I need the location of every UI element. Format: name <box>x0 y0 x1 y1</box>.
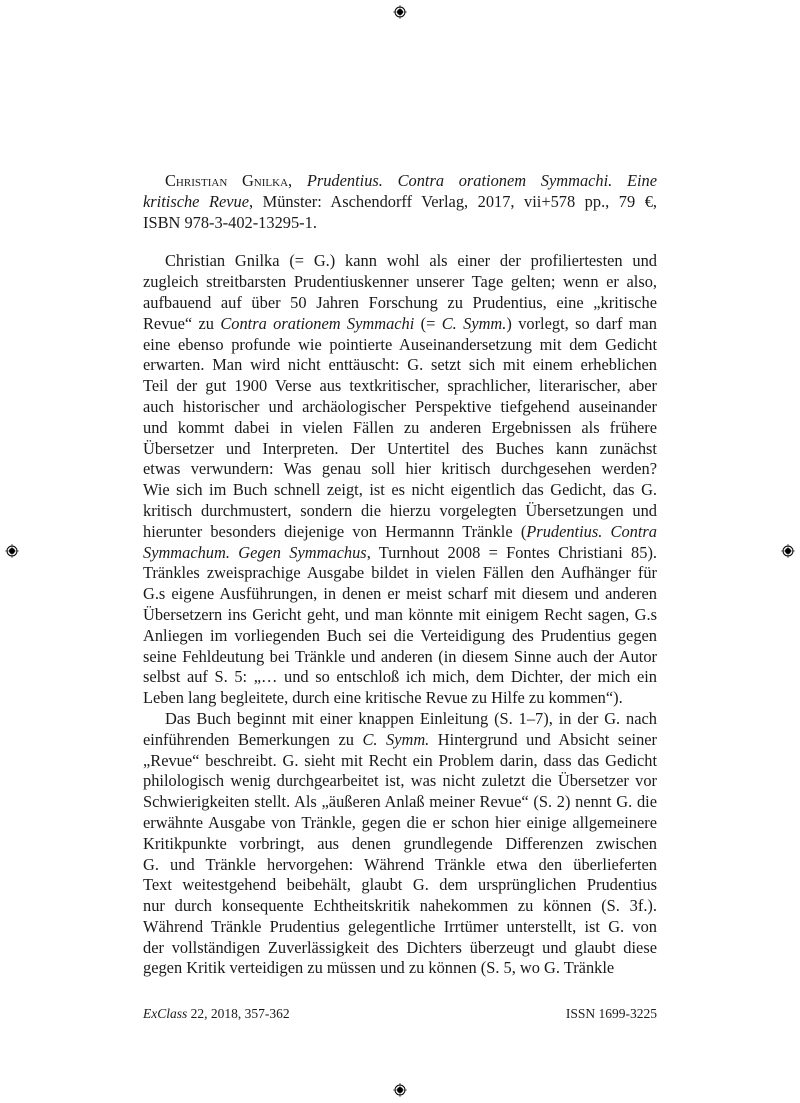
text-line <box>143 563 657 584</box>
text-line <box>143 792 657 813</box>
text-span: Schwierigkeiten stellt. Als „äußeren Anlaß meiner Revue“ (S. 2) nennt G. die <box>143 792 657 812</box>
text-line <box>143 834 657 855</box>
italic-text: kritische Revue <box>143 191 249 211</box>
text-span: Während Tränkle Prudentius gelegentliche Irrtümer unterstellt, ist G. von <box>143 916 657 936</box>
text-span: G. und Tränkle hervorgehen: Während Tränkle etwa den überlieferten <box>143 854 657 874</box>
text-span: Revue“ zu <box>143 313 221 333</box>
text-span: Übersetzern ins Gericht geht, und man könnte mit einigem Recht sagen, G.s <box>143 604 657 624</box>
text-line <box>143 376 657 397</box>
text-span: Wie sich im Buch schnell zeigt, ist es nicht eigentlich das Gedicht, das G. <box>143 480 657 500</box>
author-name: Christian Gnilka <box>165 171 289 190</box>
text-line <box>143 480 657 501</box>
text-line <box>143 896 657 917</box>
text-span: Tränkles zweisprachige Ausgabe bildet in vielen Fällen den Aufhänger für <box>143 563 657 583</box>
text-span: , Turnhout 2008 = Fontes Christiani 85). <box>366 542 657 562</box>
text-line <box>143 213 657 234</box>
text-line <box>143 522 657 543</box>
text-line <box>143 667 657 688</box>
paragraph-1 <box>143 251 657 709</box>
text-span: Text weitestgehend beibehält, glaubt G. dem ursprünglichen Prudentius <box>143 875 657 895</box>
text-span: gegen Kritik verteidigen zu müssen und zu können (S. 5, wo G. Tränkle <box>143 958 615 978</box>
text-line <box>143 626 657 647</box>
italic-text: Prudentius. Contra orationem Symmachi. Eine <box>306 171 658 190</box>
text-line <box>143 501 657 522</box>
text-line <box>143 293 657 314</box>
text-span: G.s eigene Ausführungen, in denen er meist scharf mit diesem und anderen <box>143 584 657 604</box>
text-span: kritisch durchmustert, sondern die hierzu vorgelegten Übersetzungen und <box>143 500 657 520</box>
text-span: ) vorlegt, so darf man <box>506 313 657 333</box>
text-span: erwarten. Man wird nicht enttäuscht: G. setzt sich mit einem erheblichen <box>143 355 657 375</box>
text-line <box>143 171 657 192</box>
text-line <box>143 751 657 772</box>
text-line <box>143 543 657 564</box>
text-line <box>143 418 657 439</box>
page-footer <box>143 1006 657 1022</box>
text-span: Leben lang begleitete, durch eine kritische Revue zu Hilfe zu kommen“). <box>143 688 623 708</box>
text-line <box>143 771 657 792</box>
text-span: etwas verwundern: Was genau soll hier kritisch durchgesehen werden? <box>143 459 657 479</box>
text-line <box>143 730 657 751</box>
text-line <box>143 688 657 709</box>
text-line <box>143 917 657 938</box>
italic-text: C. Symm. <box>362 729 430 749</box>
text-line <box>143 397 657 418</box>
text-span: selbst auf S. 5: „… und so entschloß ich mich, dem Dichter, der mich ein <box>143 667 657 687</box>
text-span: auch historischer und archäologischer Perspektive tiefgehend auseinander <box>143 396 657 416</box>
text-span: Anliegen im vorliegenden Buch sei die Verteidigung des Prudentius gegen <box>143 625 657 645</box>
text-line <box>143 584 657 605</box>
text-span: Hintergrund und Absicht seiner <box>429 729 658 749</box>
text-span: Kritikpunkte vorbringt, aus denen grundlegende Differenzen zwischen <box>143 833 657 853</box>
italic-text: C. Symm. <box>441 313 507 333</box>
text-span: erwähnte Ausgabe von Tränkle, gegen die er schon hier einige allgemeinere <box>143 812 657 832</box>
registration-mark-icon <box>393 5 407 19</box>
text-line <box>143 272 657 293</box>
registration-mark-icon <box>393 1083 407 1097</box>
text-span: nur durch konsequente Echtheitskritik nahekommen zu können (S. 3f.). <box>143 896 657 916</box>
registration-mark-icon <box>781 544 795 558</box>
text-span: eine ebenso profunde wie pointierte Auseinandersetzung mit dem Gedicht <box>143 334 657 354</box>
text-span: und kommt dabei in vielen Fällen zu anderen Ergebnissen als frühere <box>143 417 657 437</box>
text-line <box>143 439 657 460</box>
italic-text: Prudentius. Contra <box>526 521 657 541</box>
text-span: aufbauend auf über 50 Jahren Forschung zu Prudentius, eine „kritische <box>143 292 657 312</box>
review-header <box>143 171 657 233</box>
text-line <box>143 875 657 896</box>
paragraph-2 <box>143 709 657 979</box>
text-span: (= <box>414 313 442 333</box>
issn: ISSN 1699-3225 <box>565 1006 657 1021</box>
journal-name: ExClass <box>143 1006 188 1021</box>
text-line <box>143 192 657 213</box>
text-span: Übersetzer und Interpreten. Der Untertitel des Buches kann zunächst <box>143 438 657 458</box>
text-line <box>143 938 657 959</box>
text-line <box>143 251 657 272</box>
text-span: ISBN 978-3-402-13295-1. <box>143 212 317 232</box>
text-line <box>143 855 657 876</box>
text-line <box>143 459 657 480</box>
text-line <box>143 335 657 356</box>
text-span: , <box>288 171 307 190</box>
text-span: seine Fehldeutung bei Tränkle und anderen (in diesem Sinne auch der Autor <box>143 646 657 666</box>
text-line <box>143 605 657 626</box>
text-line <box>143 709 657 730</box>
journal-citation: 22, 2018, 357-362 <box>187 1006 290 1021</box>
text-span: zugleich streitbarsten Prudentiuskenner unserer Tage gelten; wenn er also, <box>143 272 657 292</box>
text-line <box>143 314 657 335</box>
text-line <box>143 355 657 376</box>
text-span: , Münster: Aschendorff Verlag, 2017, vii+578 pp., 79 €, <box>249 191 657 211</box>
text-span: „Revue“ beschreibt. G. sieht mit Recht ein Problem darin, dass das Gedicht <box>143 750 657 770</box>
text-span: einführenden Bemerkungen zu <box>143 729 363 749</box>
text-line <box>143 958 657 979</box>
text-span: Teil der gut 1900 Verse aus textkritischer, sprachlicher, literarischer, aber <box>143 376 657 396</box>
text-line <box>143 813 657 834</box>
text-span: philologisch wenig durchgearbeitet ist, was nicht zuletzt die Übersetzer vor <box>143 771 657 791</box>
text-column <box>143 171 657 979</box>
text-line <box>143 647 657 668</box>
registration-mark-icon <box>5 544 19 558</box>
text-span: hierunter besonders diejenige von Hermannn Tränkle ( <box>143 521 527 541</box>
text-span: der vollständigen Zuverlässigkeit des Dichters überzeugt und glaubt diese <box>143 937 657 957</box>
citation <box>143 1006 290 1022</box>
italic-text: Contra orationem Symmachi <box>220 313 415 333</box>
italic-text: Symmachum. Gegen Symmachus <box>143 542 367 562</box>
text-span: Christian Gnilka (= G.) kann wohl als einer der profiliertesten und <box>165 251 657 271</box>
text-span: Das Buch beginnt mit einer knappen Einleitung (S. 1–7), in der G. nach <box>165 708 657 728</box>
